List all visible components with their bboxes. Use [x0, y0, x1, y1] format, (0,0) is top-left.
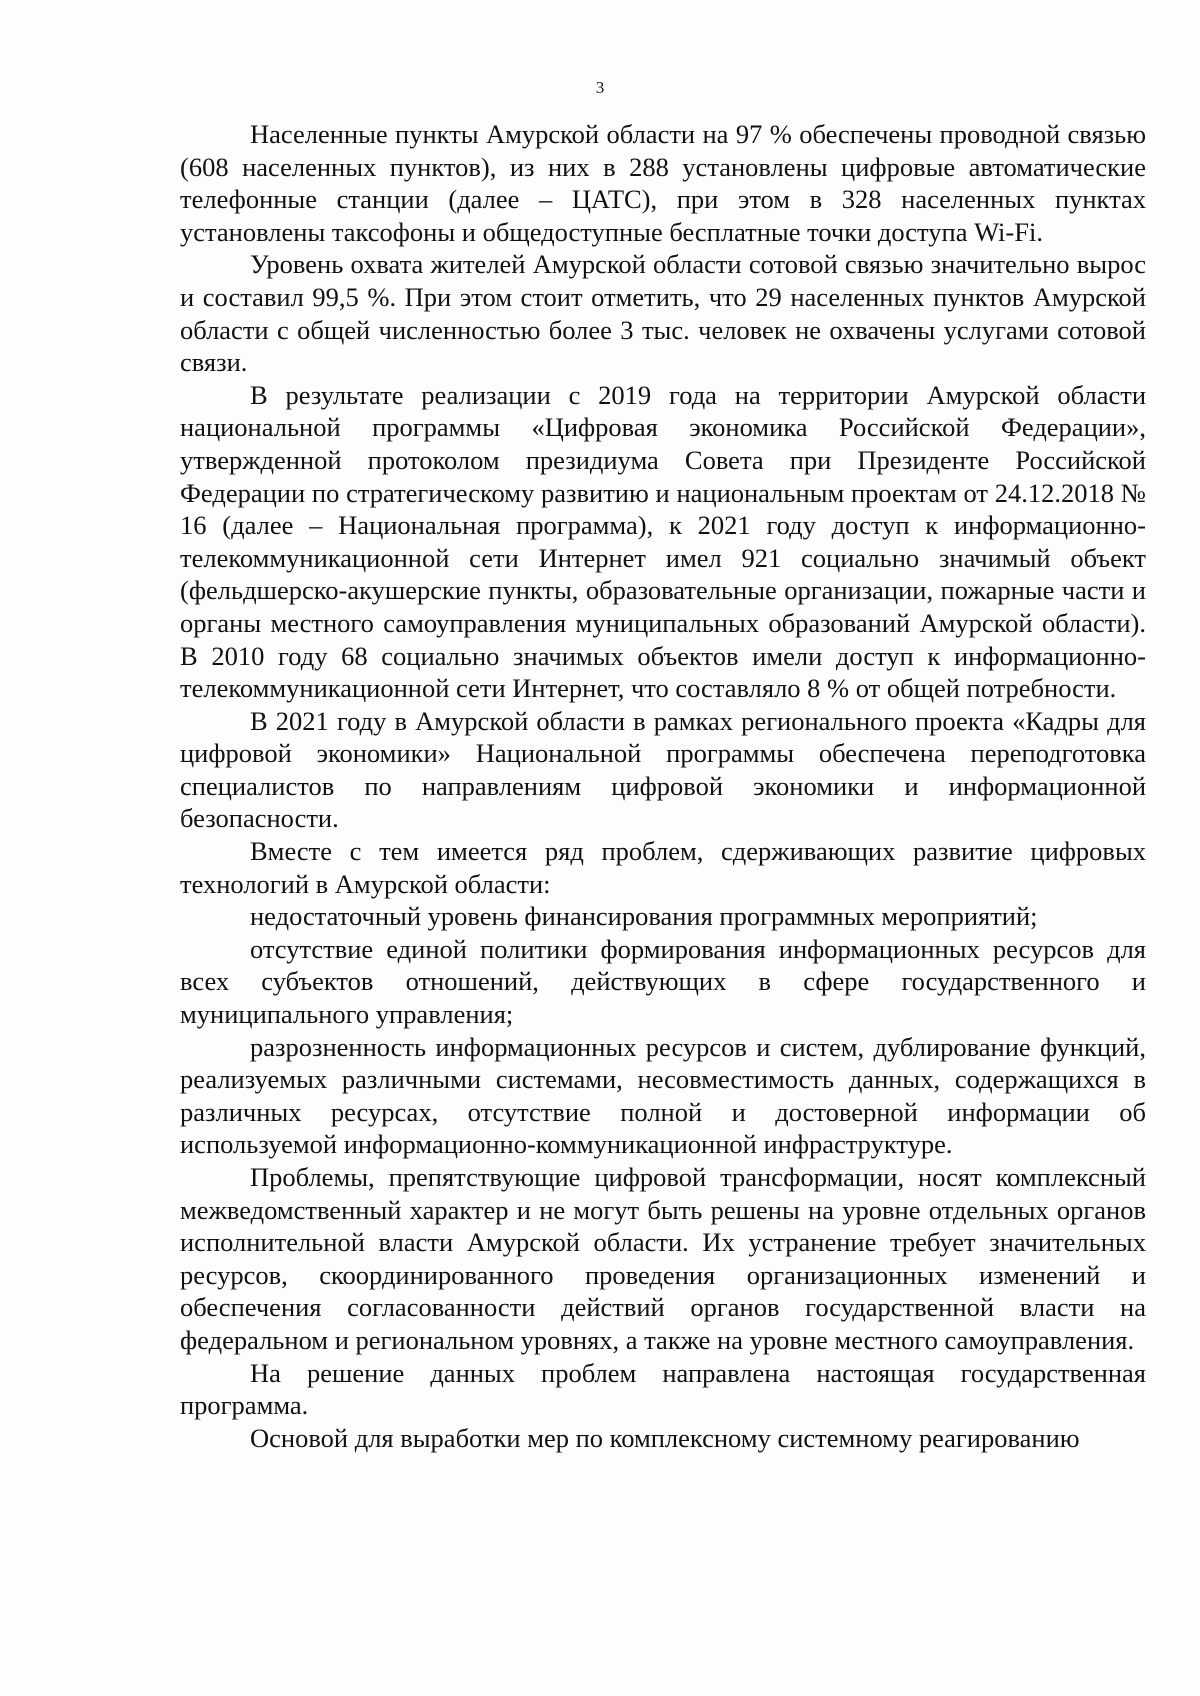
paragraph-digital-economy-program: В результате реализации с 2019 года на территории Амурской области национальной программы «Цифровая экономика Российской Федерации», утвержденной протоколом президиума Совета при Президенте Российской Федерации по стратегическому развитию и национальным проектам от 24.12.2018 № 16 (далее – Национальная программа), к 2021 году доступ к информационно-телекоммуникационной сети Интернет имел 921 социально значимый объект (фельдшерско-акушерские пункты, образовательные организации, пожарные части и органы местного самоуправления муниципальных образований Амурской области). В 2010 году 68 социально значимых объектов имели доступ к информационно-телекоммуникационной сети Интернет, что составляло 8 % от общей потребности. [180, 379, 1146, 704]
paragraph-problems-intro: Вместе с тем имеется ряд проблем, сдерживающих развитие цифровых технологий в Амурской области: [180, 836, 1146, 899]
paragraph-cellular-coverage: Уровень охвата жителей Амурской области сотовой связью значительно вырос и составил 99,5 %. При этом стоит отметить, что 29 населенных пунктов Амурской области с общей численностью более 3 тыс. человек не охвачены услугами сотовой связи. [180, 249, 1146, 378]
problem-item-fragmentation: разрозненность информационных ресурсов и систем, дублирование функций, реализуемых различными системами, несовместимость данных, содержащихся в различных ресурсах, отсутствие полной и достоверной информации об используемой информационно-коммуникационной инфраструктуре. [180, 1031, 1146, 1160]
paragraph-wired-communications: Населенные пункты Амурской области на 97 % обеспечены проводной связью (608 населенных пунктов), из них в 288 установлены цифровые автоматические телефонные станции (далее – ЦАТС), при этом в 328 населенных пунктах установлены таксофоны и общедоступные бесплатные точки доступа Wi-Fi. [180, 119, 1146, 247]
paragraph-staff-training: В 2021 году в Амурской области в рамках регионального проекта «Кадры для цифровой экономики» Национальной программы обеспечена переподготовка специалистов по направлениям цифровой экономики и информационной безопасности. [180, 705, 1146, 834]
page-number: 3 [595, 78, 605, 97]
problem-item-funding: недостаточный уровень финансирования программных мероприятий; [250, 901, 1038, 932]
paragraph-interdepartmental-nature: Проблемы, препятствующие цифровой трансформации, носят комплексный межведомственный характер и не могут быть решены на уровне отдельных органов исполнительной власти Амурской области. Их устранение требует значительных ресурсов, скоординированного проведения организационных изменений и обеспечения согласованности действий органов государственной власти на федеральном и региональном уровнях, а также на уровне местного самоуправления. [180, 1162, 1146, 1355]
document-body [180, 118, 1146, 1454]
paragraph-continuation: Основой для выработки мер по комплексному системному реагированию [250, 1422, 1080, 1453]
problem-item-policy: отсутствие единой политики формирования информационных ресурсов для всех субъектов отношений, действующих в сфере государственного и муниципального управления; [180, 933, 1146, 1030]
paragraph-program-purpose: На решение данных проблем направлена настоящая государственная программа. [180, 1357, 1146, 1421]
